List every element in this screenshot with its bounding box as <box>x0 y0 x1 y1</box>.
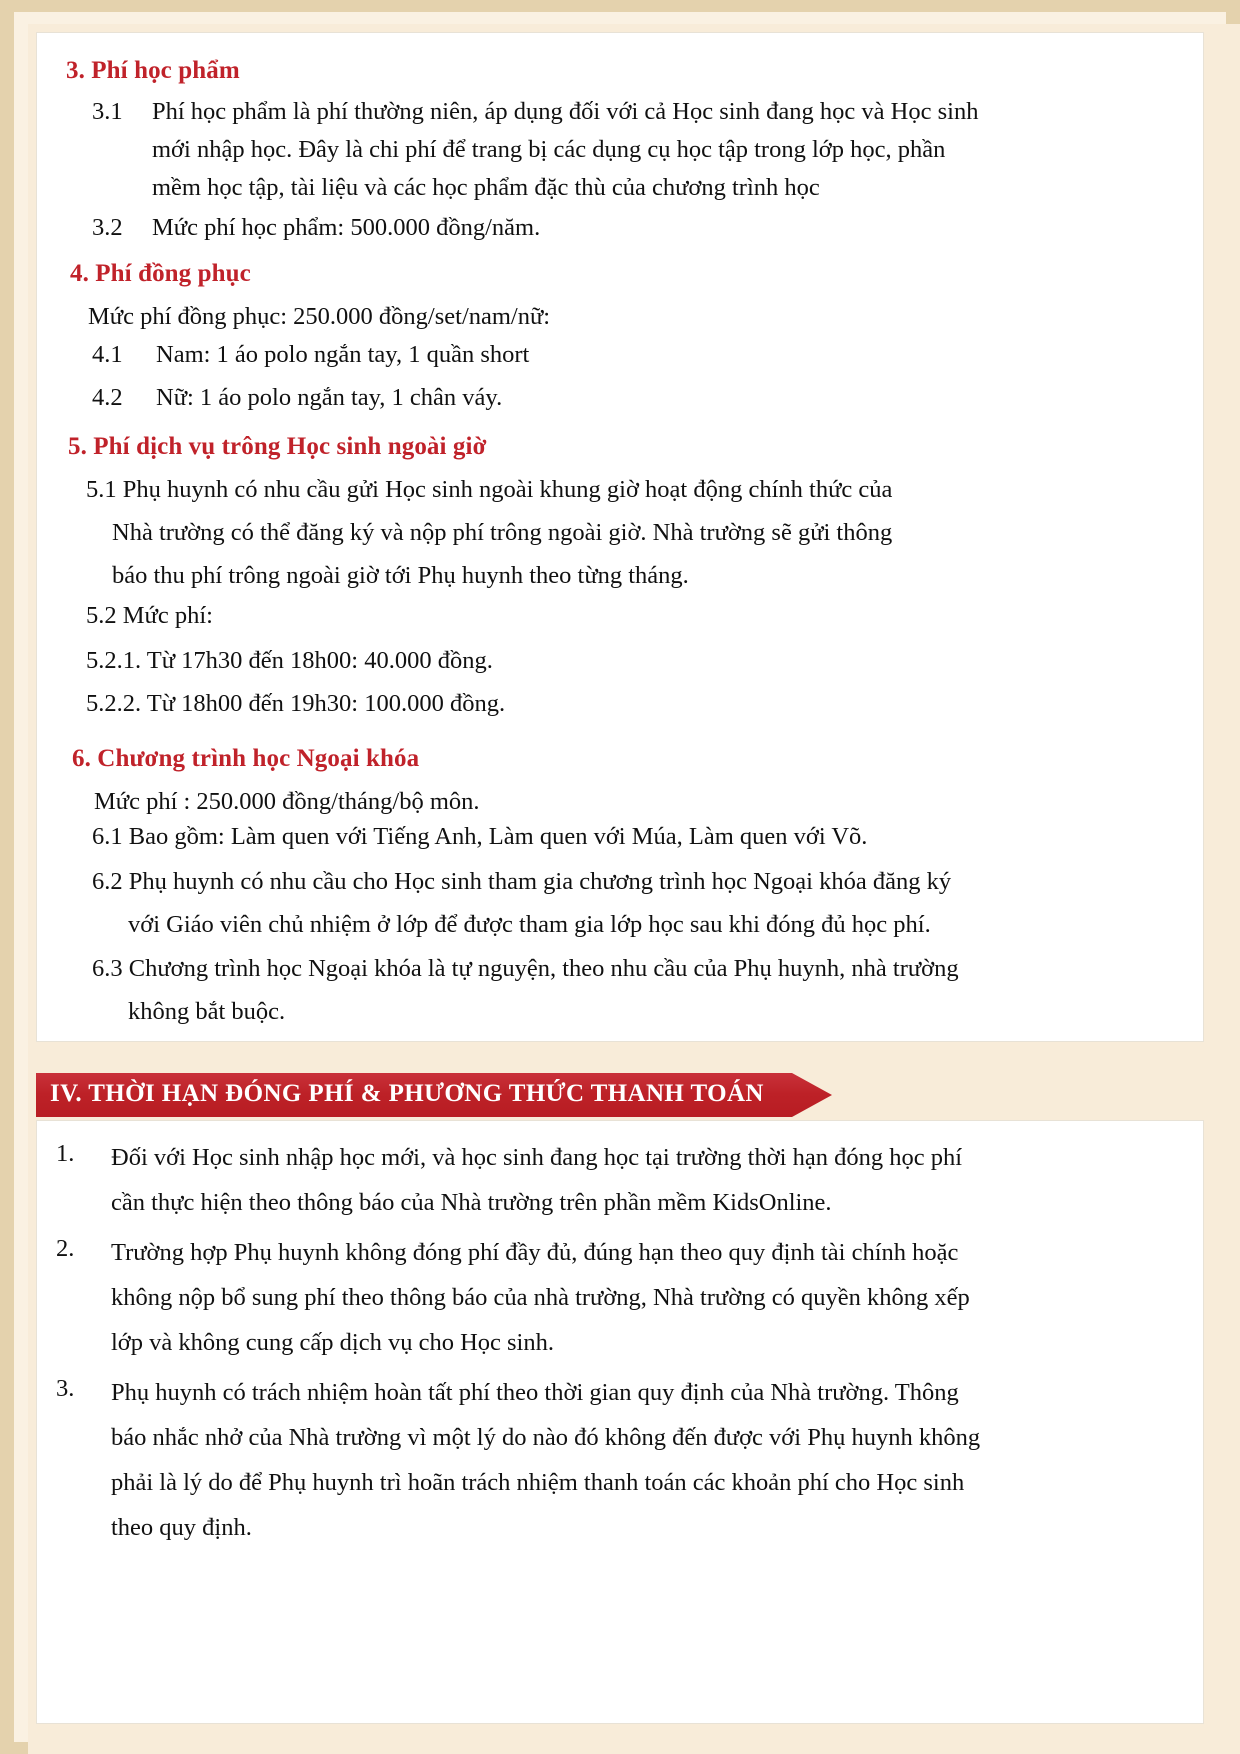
item-3-1-line-3: mềm học tập, tài liệu và các học phẩm đặc thù của chương trình học <box>152 174 820 201</box>
item-6-2-line-1: 6.2 Phụ huynh có nhu cầu cho Học sinh tham gia chương trình học Ngoại khóa đăng ký <box>92 868 952 895</box>
payment-term-3-line-4: theo quy định. <box>111 1514 252 1541</box>
item-4-2-number: 4.2 <box>92 384 123 411</box>
section-6-fee-line: Mức phí : 250.000 đồng/tháng/bộ môn. <box>94 788 480 815</box>
item-6-3-line-1: 6.3 Chương trình học Ngoại khóa là tự nguyện, theo nhu cầu của Phụ huynh, nhà trường <box>92 955 959 982</box>
item-5-1-line-2: Nhà trường có thể đăng ký và nộp phí trông ngoài giờ. Nhà trường sẽ gửi thông <box>112 519 893 546</box>
item-5-2-1: 5.2.1. Từ 17h30 đến 18h00: 40.000 đồng. <box>86 647 493 674</box>
section-4-banner <box>36 1073 832 1117</box>
item-6-2-line-2: với Giáo viên chủ nhiệm ở lớp để được tham gia lớp học sau khi đóng đủ học phí. <box>128 911 931 938</box>
section-4-banner-label: IV. THỜI HẠN ĐÓNG PHÍ & PHƯƠNG THỨC THANH TOÁN <box>50 1080 764 1107</box>
item-3-1-line-2: mới nhập học. Đây là chi phí để trang bị các dụng cụ học tập trong lớp học, phần <box>152 136 946 163</box>
section-4-intro: Mức phí đồng phục: 250.000 đồng/set/nam/nữ: <box>88 303 551 330</box>
item-4-1-text: Nam: 1 áo polo ngắn tay, 1 quần short <box>156 341 530 368</box>
item-5-1-line-3: báo thu phí trông ngoài giờ tới Phụ huynh theo từng tháng. <box>112 562 689 589</box>
item-3-2-number: 3.2 <box>92 214 123 241</box>
item-4-1-number: 4.1 <box>92 341 123 368</box>
item-3-1-number: 3.1 <box>92 98 123 125</box>
section-3-heading: 3. Phí học phẩm <box>66 57 240 84</box>
section-5-heading: 5. Phí dịch vụ trông Học sinh ngoài giờ <box>68 433 487 460</box>
section-6-heading: 6. Chương trình học Ngoại khóa <box>72 745 420 772</box>
payment-term-2-line-2: không nộp bổ sung phí theo thông báo của nhà trường, Nhà trường có quyền không xếp <box>111 1284 970 1311</box>
item-3-2-text: Mức phí học phẩm: 500.000 đồng/năm. <box>152 214 541 241</box>
item-4-2-text: Nữ: 1 áo polo ngắn tay, 1 chân váy. <box>156 384 503 411</box>
item-5-2-label: 5.2 Mức phí: <box>86 602 213 629</box>
payment-term-3-line-2: báo nhắc nhở của Nhà trường vì một lý do nào đó không đến được với Phụ huynh không <box>111 1424 981 1451</box>
payment-term-2-line-1: Trường hợp Phụ huynh không đóng phí đầy đủ, đúng hạn theo quy định tài chính hoặc <box>111 1239 959 1266</box>
payment-term-2-line-3: lớp và không cung cấp dịch vụ cho Học sinh. <box>111 1329 554 1356</box>
payment-term-1-line-2: cần thực hiện theo thông báo của Nhà trường trên phần mềm KidsOnline. <box>111 1189 832 1216</box>
payment-term-3-number: 3. <box>56 1375 75 1402</box>
item-6-1: 6.1 Bao gồm: Làm quen với Tiếng Anh, Làm quen với Múa, Làm quen với Võ. <box>92 823 868 850</box>
payment-term-1-line-1: Đối với Học sinh nhập học mới, và học sinh đang học tại trường thời hạn đóng học phí <box>111 1144 963 1171</box>
item-5-1-line-1: 5.1 Phụ huynh có nhu cầu gửi Học sinh ngoài khung giờ hoạt động chính thức của <box>86 476 893 503</box>
section-4-heading: 4. Phí đồng phục <box>70 260 251 287</box>
payment-term-2-number: 2. <box>56 1235 75 1262</box>
payment-term-1-number: 1. <box>56 1140 75 1167</box>
payment-term-3-line-3: phải là lý do để Phụ huynh trì hoãn trách nhiệm thanh toán các khoản phí cho Học sinh <box>111 1469 965 1496</box>
item-6-3-line-2: không bắt buộc. <box>128 998 286 1025</box>
item-3-1-line-1: Phí học phẩm là phí thường niên, áp dụng đối với cả Học sinh đang học và Học sinh <box>152 98 979 125</box>
item-5-2-2: 5.2.2. Từ 18h00 đến 19h30: 100.000 đồng. <box>86 690 506 717</box>
payment-term-3-line-1: Phụ huynh có trách nhiệm hoàn tất phí theo thời gian quy định của Nhà trường. Thông <box>111 1379 959 1406</box>
